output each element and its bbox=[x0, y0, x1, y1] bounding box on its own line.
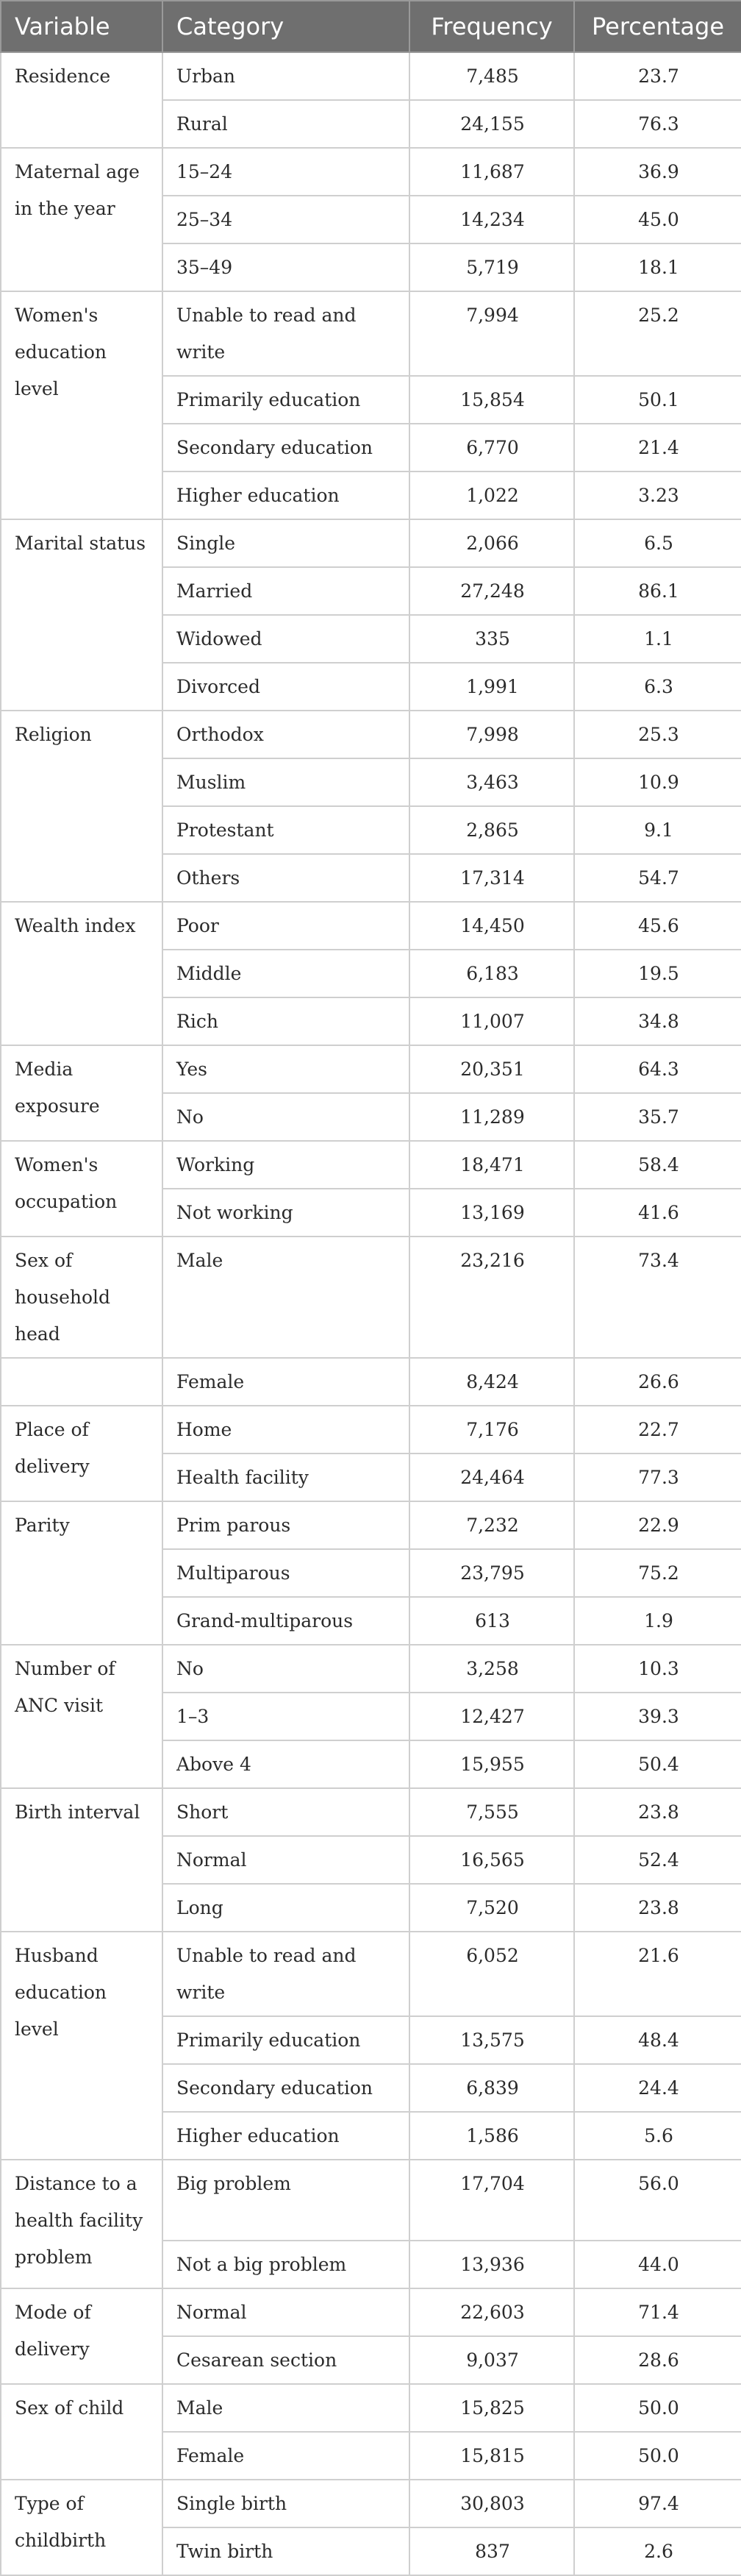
frequency-cell: 15,955 bbox=[409, 1740, 574, 1788]
frequency-cell: 6,839 bbox=[409, 2064, 574, 2112]
percentage-cell: 64.3 bbox=[574, 1045, 741, 1093]
variable-cell: Husband education level bbox=[1, 1932, 162, 2160]
table-row bbox=[1, 1932, 741, 2016]
category-cell: Normal bbox=[162, 2288, 409, 2336]
category-cell: Health facility bbox=[162, 1454, 409, 1501]
category-cell: Multiparous bbox=[162, 1549, 409, 1597]
category-cell: 15–24 bbox=[162, 148, 409, 196]
percentage-cell: 52.4 bbox=[574, 1836, 741, 1884]
percentage-cell: 36.9 bbox=[574, 148, 741, 196]
frequency-cell: 6,770 bbox=[409, 424, 574, 472]
category-cell: Middle bbox=[162, 950, 409, 997]
header-frequency: Frequency bbox=[409, 1, 574, 52]
variable-cell: Sex of child bbox=[1, 2384, 162, 2480]
frequency-cell: 11,687 bbox=[409, 148, 574, 196]
percentage-cell: 50.4 bbox=[574, 1740, 741, 1788]
percentage-cell: 50.1 bbox=[574, 376, 741, 424]
table-row bbox=[1, 2384, 741, 2432]
frequency-cell: 7,994 bbox=[409, 291, 574, 376]
header-variable: Variable bbox=[1, 1, 162, 52]
variable-cell: Religion bbox=[1, 711, 162, 902]
percentage-cell: 6.5 bbox=[574, 519, 741, 567]
percentage-cell: 45.6 bbox=[574, 902, 741, 950]
frequency-cell: 3,463 bbox=[409, 758, 574, 806]
category-cell: Single birth bbox=[162, 2480, 409, 2527]
variable-cell: Birth interval bbox=[1, 1788, 162, 1932]
category-cell: Not working bbox=[162, 1189, 409, 1237]
category-cell: Rural bbox=[162, 100, 409, 148]
percentage-cell: 24.4 bbox=[574, 2064, 741, 2112]
variable-cell: Marital status bbox=[1, 519, 162, 711]
frequency-cell: 30,803 bbox=[409, 2480, 574, 2527]
frequency-cell: 27,248 bbox=[409, 567, 574, 615]
frequency-cell: 15,815 bbox=[409, 2432, 574, 2480]
table-row bbox=[1, 291, 741, 376]
frequency-cell: 335 bbox=[409, 615, 574, 663]
variable-cell: Parity bbox=[1, 1501, 162, 1645]
table-row bbox=[1, 1045, 741, 1093]
frequency-cell: 6,183 bbox=[409, 950, 574, 997]
category-cell: Grand-multiparous bbox=[162, 1597, 409, 1645]
variable-cell: Wealth index bbox=[1, 902, 162, 1045]
table-row bbox=[1, 902, 741, 950]
frequency-cell: 17,314 bbox=[409, 854, 574, 902]
percentage-cell: 22.9 bbox=[574, 1501, 741, 1549]
frequency-cell: 1,022 bbox=[409, 472, 574, 519]
table-row bbox=[1, 1645, 741, 1693]
category-cell: Poor bbox=[162, 902, 409, 950]
percentage-cell: 54.7 bbox=[574, 854, 741, 902]
percentage-cell: 97.4 bbox=[574, 2480, 741, 2527]
category-cell: Unable to read and write bbox=[162, 291, 409, 376]
category-cell: Secondary education bbox=[162, 424, 409, 472]
category-cell: Cesarean section bbox=[162, 2336, 409, 2384]
frequency-cell: 7,555 bbox=[409, 1788, 574, 1836]
table-header bbox=[1, 1, 741, 52]
category-cell: Secondary education bbox=[162, 2064, 409, 2112]
variable-cell: Distance to a health facility problem bbox=[1, 2160, 162, 2288]
category-cell: Big problem bbox=[162, 2160, 409, 2241]
frequency-cell: 1,586 bbox=[409, 2112, 574, 2160]
variable-cell: Sex of household head bbox=[1, 1237, 162, 1358]
category-cell: Orthodox bbox=[162, 711, 409, 758]
frequency-cell: 14,450 bbox=[409, 902, 574, 950]
table-row bbox=[1, 1406, 741, 1454]
category-cell: Yes bbox=[162, 1045, 409, 1093]
percentage-cell: 35.7 bbox=[574, 1093, 741, 1141]
percentage-cell: 28.6 bbox=[574, 2336, 741, 2384]
frequency-cell: 613 bbox=[409, 1597, 574, 1645]
category-cell: Higher education bbox=[162, 472, 409, 519]
category-cell: Muslim bbox=[162, 758, 409, 806]
table-row bbox=[1, 2160, 741, 2241]
category-cell: 35–49 bbox=[162, 243, 409, 291]
category-cell: Male bbox=[162, 2384, 409, 2432]
percentage-cell: 86.1 bbox=[574, 567, 741, 615]
percentage-cell: 23.8 bbox=[574, 1884, 741, 1932]
percentage-cell: 5.6 bbox=[574, 2112, 741, 2160]
category-cell: Widowed bbox=[162, 615, 409, 663]
frequency-cell: 3,258 bbox=[409, 1645, 574, 1693]
percentage-cell: 25.2 bbox=[574, 291, 741, 376]
table-row bbox=[1, 1141, 741, 1189]
category-cell: Home bbox=[162, 1406, 409, 1454]
percentage-cell: 77.3 bbox=[574, 1454, 741, 1501]
percentage-cell: 76.3 bbox=[574, 100, 741, 148]
category-cell: Unable to read and write bbox=[162, 1932, 409, 2016]
category-cell: Urban bbox=[162, 52, 409, 100]
frequency-cell: 13,575 bbox=[409, 2016, 574, 2064]
category-cell: Long bbox=[162, 1884, 409, 1932]
percentage-cell: 10.9 bbox=[574, 758, 741, 806]
percentage-cell: 58.4 bbox=[574, 1141, 741, 1189]
table-row bbox=[1, 1358, 741, 1406]
category-cell: No bbox=[162, 1645, 409, 1693]
percentage-cell: 23.8 bbox=[574, 1788, 741, 1836]
category-cell: Male bbox=[162, 1237, 409, 1358]
table-row bbox=[1, 1788, 741, 1836]
category-cell: Protestant bbox=[162, 806, 409, 854]
percentage-cell: 9.1 bbox=[574, 806, 741, 854]
frequency-cell: 24,464 bbox=[409, 1454, 574, 1501]
header-percentage: Percentage bbox=[574, 1, 741, 52]
category-cell: Normal bbox=[162, 1836, 409, 1884]
variable-cell: Number of ANC visit bbox=[1, 1645, 162, 1788]
frequency-cell: 22,603 bbox=[409, 2288, 574, 2336]
percentage-cell: 50.0 bbox=[574, 2384, 741, 2432]
category-cell: Female bbox=[162, 2432, 409, 2480]
table-row bbox=[1, 519, 741, 567]
variable-cell: Residence bbox=[1, 52, 162, 148]
category-cell: Rich bbox=[162, 997, 409, 1045]
category-cell: Not a big problem bbox=[162, 2241, 409, 2288]
header-category: Category bbox=[162, 1, 409, 52]
percentage-cell: 39.3 bbox=[574, 1693, 741, 1740]
percentage-cell: 56.0 bbox=[574, 2160, 741, 2241]
percentage-cell: 19.5 bbox=[574, 950, 741, 997]
variable-cell: Maternal age in the year bbox=[1, 148, 162, 291]
frequency-cell: 7,232 bbox=[409, 1501, 574, 1549]
category-cell: Primarily education bbox=[162, 376, 409, 424]
table-row bbox=[1, 1237, 741, 1358]
percentage-cell: 21.4 bbox=[574, 424, 741, 472]
frequency-cell: 2,066 bbox=[409, 519, 574, 567]
table-row bbox=[1, 2288, 741, 2336]
frequency-cell: 12,427 bbox=[409, 1693, 574, 1740]
frequency-cell: 13,936 bbox=[409, 2241, 574, 2288]
frequency-cell: 2,865 bbox=[409, 806, 574, 854]
category-cell: 25–34 bbox=[162, 196, 409, 243]
variable-cell: Women's occupation bbox=[1, 1141, 162, 1237]
frequency-cell: 9,037 bbox=[409, 2336, 574, 2384]
table-row bbox=[1, 52, 741, 100]
category-cell: Working bbox=[162, 1141, 409, 1189]
frequency-cell: 14,234 bbox=[409, 196, 574, 243]
percentage-cell: 41.6 bbox=[574, 1189, 741, 1237]
frequency-cell: 20,351 bbox=[409, 1045, 574, 1093]
category-cell: Short bbox=[162, 1788, 409, 1836]
percentage-cell: 25.3 bbox=[574, 711, 741, 758]
frequency-cell: 23,795 bbox=[409, 1549, 574, 1597]
frequency-cell: 7,998 bbox=[409, 711, 574, 758]
frequency-cell: 1,991 bbox=[409, 663, 574, 711]
frequency-cell: 837 bbox=[409, 2527, 574, 2575]
percentage-cell: 26.6 bbox=[574, 1358, 741, 1406]
variable-cell bbox=[1, 1358, 162, 1406]
category-cell: Primarily education bbox=[162, 2016, 409, 2064]
frequency-cell: 7,176 bbox=[409, 1406, 574, 1454]
category-cell: No bbox=[162, 1093, 409, 1141]
category-cell: Single bbox=[162, 519, 409, 567]
variable-cell: Type of childbirth bbox=[1, 2480, 162, 2575]
category-cell: Twin birth bbox=[162, 2527, 409, 2575]
percentage-cell: 18.1 bbox=[574, 243, 741, 291]
frequency-cell: 18,471 bbox=[409, 1141, 574, 1189]
category-cell: Married bbox=[162, 567, 409, 615]
frequency-cell: 8,424 bbox=[409, 1358, 574, 1406]
percentage-cell: 73.4 bbox=[574, 1237, 741, 1358]
percentage-cell: 6.3 bbox=[574, 663, 741, 711]
percentage-cell: 1.1 bbox=[574, 615, 741, 663]
category-cell: Higher education bbox=[162, 2112, 409, 2160]
percentage-cell: 45.0 bbox=[574, 196, 741, 243]
category-cell: 1–3 bbox=[162, 1693, 409, 1740]
percentage-cell: 71.4 bbox=[574, 2288, 741, 2336]
table-row bbox=[1, 2480, 741, 2527]
frequency-cell: 16,565 bbox=[409, 1836, 574, 1884]
frequency-cell: 15,854 bbox=[409, 376, 574, 424]
percentage-cell: 10.3 bbox=[574, 1645, 741, 1693]
percentage-cell: 2.6 bbox=[574, 2527, 741, 2575]
percentage-cell: 34.8 bbox=[574, 997, 741, 1045]
percentage-cell: 3.23 bbox=[574, 472, 741, 519]
frequency-cell: 15,825 bbox=[409, 2384, 574, 2432]
category-cell: Others bbox=[162, 854, 409, 902]
percentage-cell: 22.7 bbox=[574, 1406, 741, 1454]
category-cell: Above 4 bbox=[162, 1740, 409, 1788]
table-row bbox=[1, 148, 741, 196]
percentage-cell: 75.2 bbox=[574, 1549, 741, 1597]
category-cell: Divorced bbox=[162, 663, 409, 711]
table-body bbox=[1, 52, 741, 2575]
category-cell: Prim parous bbox=[162, 1501, 409, 1549]
percentage-cell: 44.0 bbox=[574, 2241, 741, 2288]
table-row bbox=[1, 711, 741, 758]
frequency-cell: 24,155 bbox=[409, 100, 574, 148]
frequency-cell: 23,216 bbox=[409, 1237, 574, 1358]
variable-cell: Women's education level bbox=[1, 291, 162, 519]
variable-cell: Mode of delivery bbox=[1, 2288, 162, 2384]
percentage-cell: 23.7 bbox=[574, 52, 741, 100]
frequency-cell: 5,719 bbox=[409, 243, 574, 291]
percentage-cell: 21.6 bbox=[574, 1932, 741, 2016]
frequency-cell: 11,289 bbox=[409, 1093, 574, 1141]
percentage-cell: 1.9 bbox=[574, 1597, 741, 1645]
frequency-cell: 7,520 bbox=[409, 1884, 574, 1932]
category-cell: Female bbox=[162, 1358, 409, 1406]
frequency-cell: 13,169 bbox=[409, 1189, 574, 1237]
variable-cell: Place of delivery bbox=[1, 1406, 162, 1501]
frequency-cell: 7,485 bbox=[409, 52, 574, 100]
frequency-cell: 17,704 bbox=[409, 2160, 574, 2241]
header-row bbox=[1, 1, 741, 52]
percentage-cell: 48.4 bbox=[574, 2016, 741, 2064]
frequency-cell: 11,007 bbox=[409, 997, 574, 1045]
table-row bbox=[1, 1501, 741, 1549]
frequency-cell: 6,052 bbox=[409, 1932, 574, 2016]
variable-cell: Media exposure bbox=[1, 1045, 162, 1141]
percentage-cell: 50.0 bbox=[574, 2432, 741, 2480]
